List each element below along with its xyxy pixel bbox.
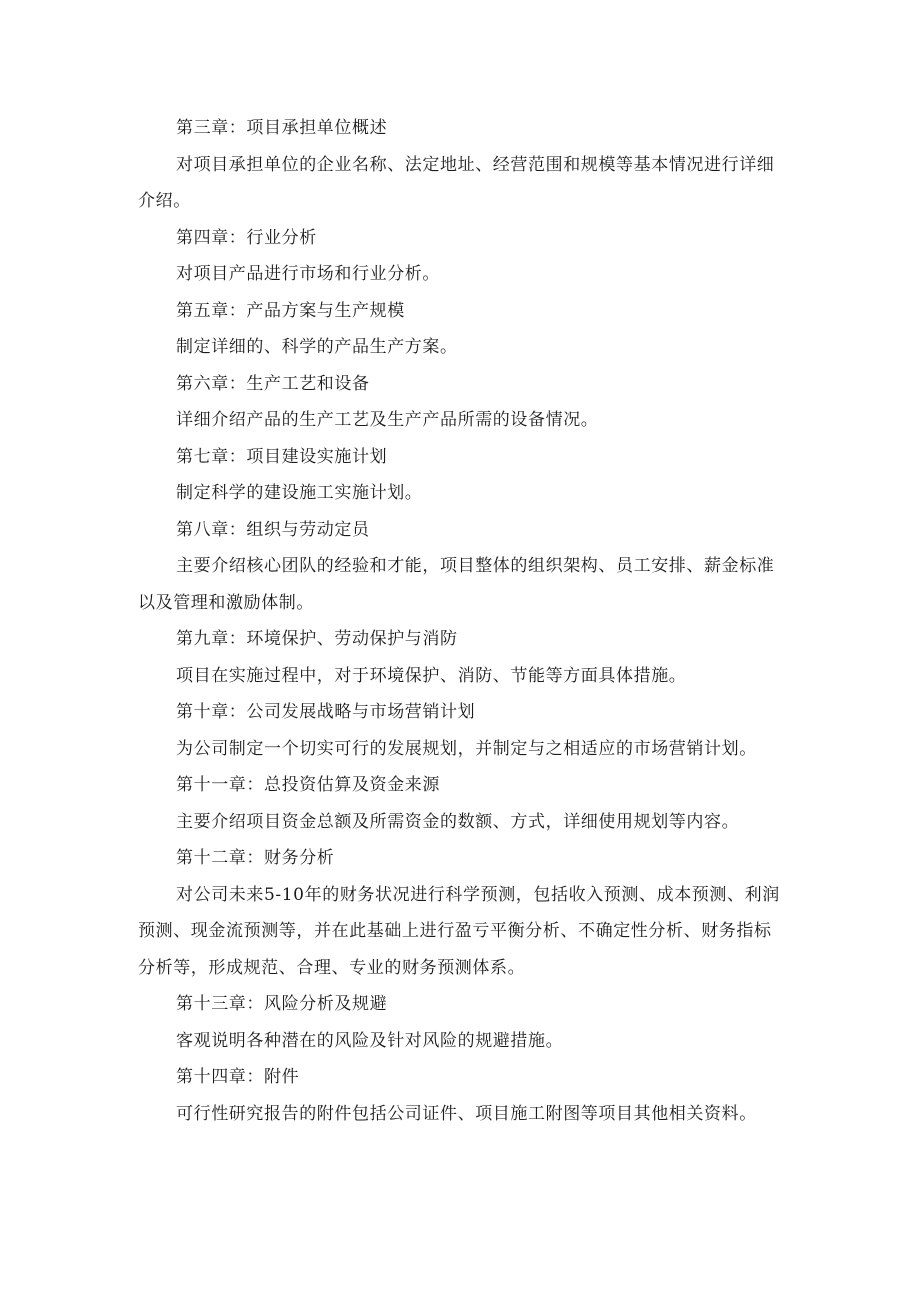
chapter-8-description: 主要介绍核心团队的经验和才能，项目整体的组织架构、员工安排、薪金标准以及管理和激励体制。 [138,556,775,613]
chapter-4-heading: 第四章：行业分析 [176,227,317,248]
chapter-7-heading: 第七章：项目建设实施计划 [176,446,388,467]
chapter-10-heading: 第十章：公司发展战略与市场营销计划 [176,702,476,722]
chapter-12-heading: 第十二章：财务分析 [176,848,335,868]
chapter-6-description: 详细介绍产品的生产工艺及生产产品所需的设备情况。 [176,410,599,430]
chapter-12-description: 对公司未来5-10年的财务状况进行科学预测，包括收入预测、成本预测、利润预测、现金流预测等，并在此基础上进行盈亏平衡分析、不确定性分析、财务指标分析等，形成规范、合理、专业的财务预测体系。 [138,884,780,978]
chapter-6-heading: 第六章：生产工艺和设备 [176,373,370,394]
chapter-9-description: 项目在实施过程中，对于环境保护、消防、节能等方面具体措施。 [176,665,687,686]
chapter-9-heading: 第九章：环境保护、劳动保护与消防 [176,629,458,649]
chapter-13-description: 客观说明各种潜在的风险及针对风险的规避措施。 [176,1030,564,1051]
chapter-8-heading: 第八章：组织与劳动定员 [176,519,370,540]
chapter-7-description: 制定科学的建设施工实施计划。 [176,483,423,503]
chapter-4-description: 对项目产品进行市场和行业分析。 [176,264,440,284]
chapter-5-heading: 第五章：产品方案与生产规模 [176,300,405,321]
chapter-3-heading: 第三章：项目承担单位概述 [176,118,388,138]
chapter-13-heading: 第十三章：风险分析及规避 [176,994,388,1014]
chapter-11-description: 主要介绍项目资金总额及所需资金的数额、方式，详细使用规划等内容。 [176,811,740,832]
document-page [0,110,920,1132]
chapter-3-description: 对项目承担单位的企业名称、法定地址、经营范围和规模等基本情况进行详细介绍。 [138,154,775,211]
chapter-5-description: 制定详细的、科学的产品生产方案。 [176,337,458,357]
chapter-11-heading: 第十一章：总投资估算及资金来源 [176,775,440,795]
chapter-14-description: 可行性研究报告的附件包括公司证件、项目施工附图等项目其他相关资料。 [176,1103,757,1124]
chapter-10-description: 为公司制定一个切实可行的发展规划，并制定与之相适应的市场营销计划。 [176,738,757,759]
chapter-14-heading: 第十四章：附件 [176,1067,300,1087]
